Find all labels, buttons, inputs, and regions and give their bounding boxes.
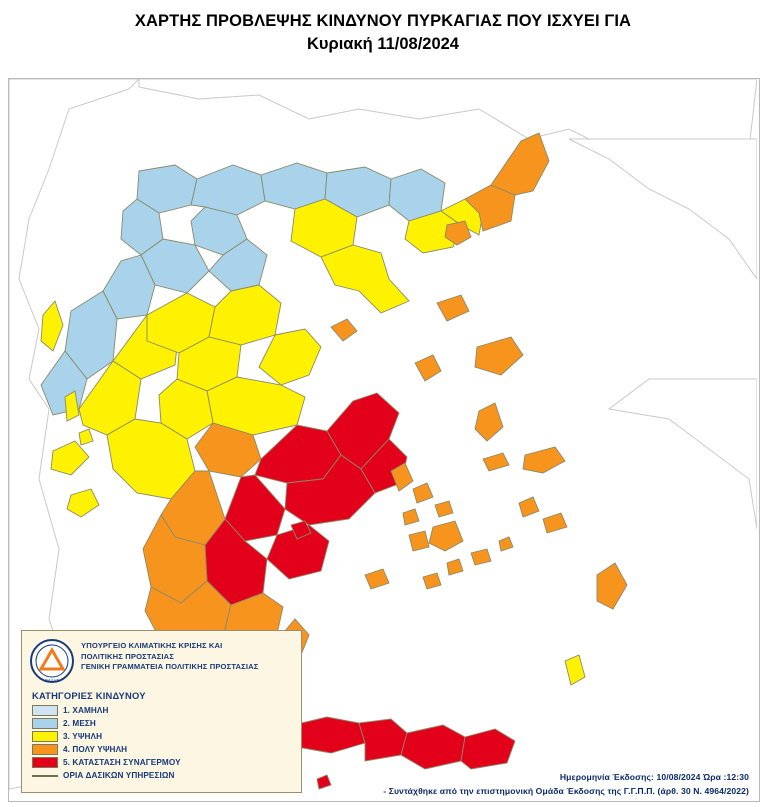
legend-item-medium [32,717,294,730]
svg-text:ΕΛΛΑΣ: ΕΛΛΑΣ [45,678,59,683]
legend-item-alert [32,756,294,769]
legend-swatch-very-high [32,744,58,755]
agency-line-3: ΓΕΝΙΚΗ ΓΡΑΜΜΑΤΕΙΑ ΠΟΛΙΤΙΚΗΣ ΠΡΟΣΤΑΣΙΑΣ [81,662,259,671]
legend-item-very-high [32,743,294,756]
legend-label-high: 3. ΥΨΗΛΗ [63,732,103,741]
civil-protection-emblem-icon [29,637,75,685]
title-line-1: ΧΑΡΤΗΣ ΠΡΟΒΛΕΨΗΣ ΚΙΝΔΥΝΟΥ ΠΥΡΚΑΓΙΑΣ ΠΟΥ ΙΣΧΥΕΙ ΓΙΑ [134,12,632,30]
title-line-2: Κυριακή 11/08/2024 [307,35,459,53]
agency-line-2: ΠΟΛΙΤΙΚΗΣ ΠΡΟΣΤΑΣΙΑΣ [81,651,175,661]
legend-label-medium: 2. ΜΕΣΗ [63,719,96,728]
agency-name [81,637,259,673]
legend-item-boundary [32,769,294,782]
legend-items [32,704,294,782]
issue-date-text: Ημερομηνία Έκδοσης: 10/08/2024 Ώρα :12:30 [559,772,749,782]
legend-swatch-high [32,731,58,742]
legend-box [21,630,302,793]
page-title [0,10,766,55]
legend-header [29,637,294,685]
legend-label-very-high: 4. ΠΟΛΥ ΥΨΗΛΗ [63,745,128,754]
map-frame [8,78,760,802]
prepared-by-text: - Συντάχθηκε από την επιστημονική Ομάδα Έκδοσης της Γ.Γ.Π.Π. (άρθ. 30 Ν. 4964/2022) [383,786,749,796]
legend-label-boundary: ΟΡΙΑ ΔΑΣΙΚΩΝ ΥΠΗΡΕΣΙΩΝ [63,771,175,780]
legend-item-low [32,704,294,717]
legend-swatch-medium [32,718,58,729]
legend-label-low: 1. ΧΑΜΗΛΗ [63,706,109,715]
legend-item-high [32,730,294,743]
legend-title: ΚΑΤΗΓΟΡΙΕΣ ΚΙΝΔΥΝΟΥ [32,690,146,701]
region-paros [409,531,429,551]
legend-label-alert: 5. ΚΑΤΑΣΤΑΣΗ ΣΥΝΑΓΕΡΜΟΥ [63,758,181,767]
legend-swatch-low [32,705,58,716]
agency-line-1: ΥΠΟΥΡΓΕΙΟ ΚΛΙΜΑΤΙΚΗΣ ΚΡΙΣΗΣ ΚΑΙ [81,641,223,650]
legend-swatch-alert [32,757,58,768]
legend-swatch-boundary-line [32,770,58,781]
